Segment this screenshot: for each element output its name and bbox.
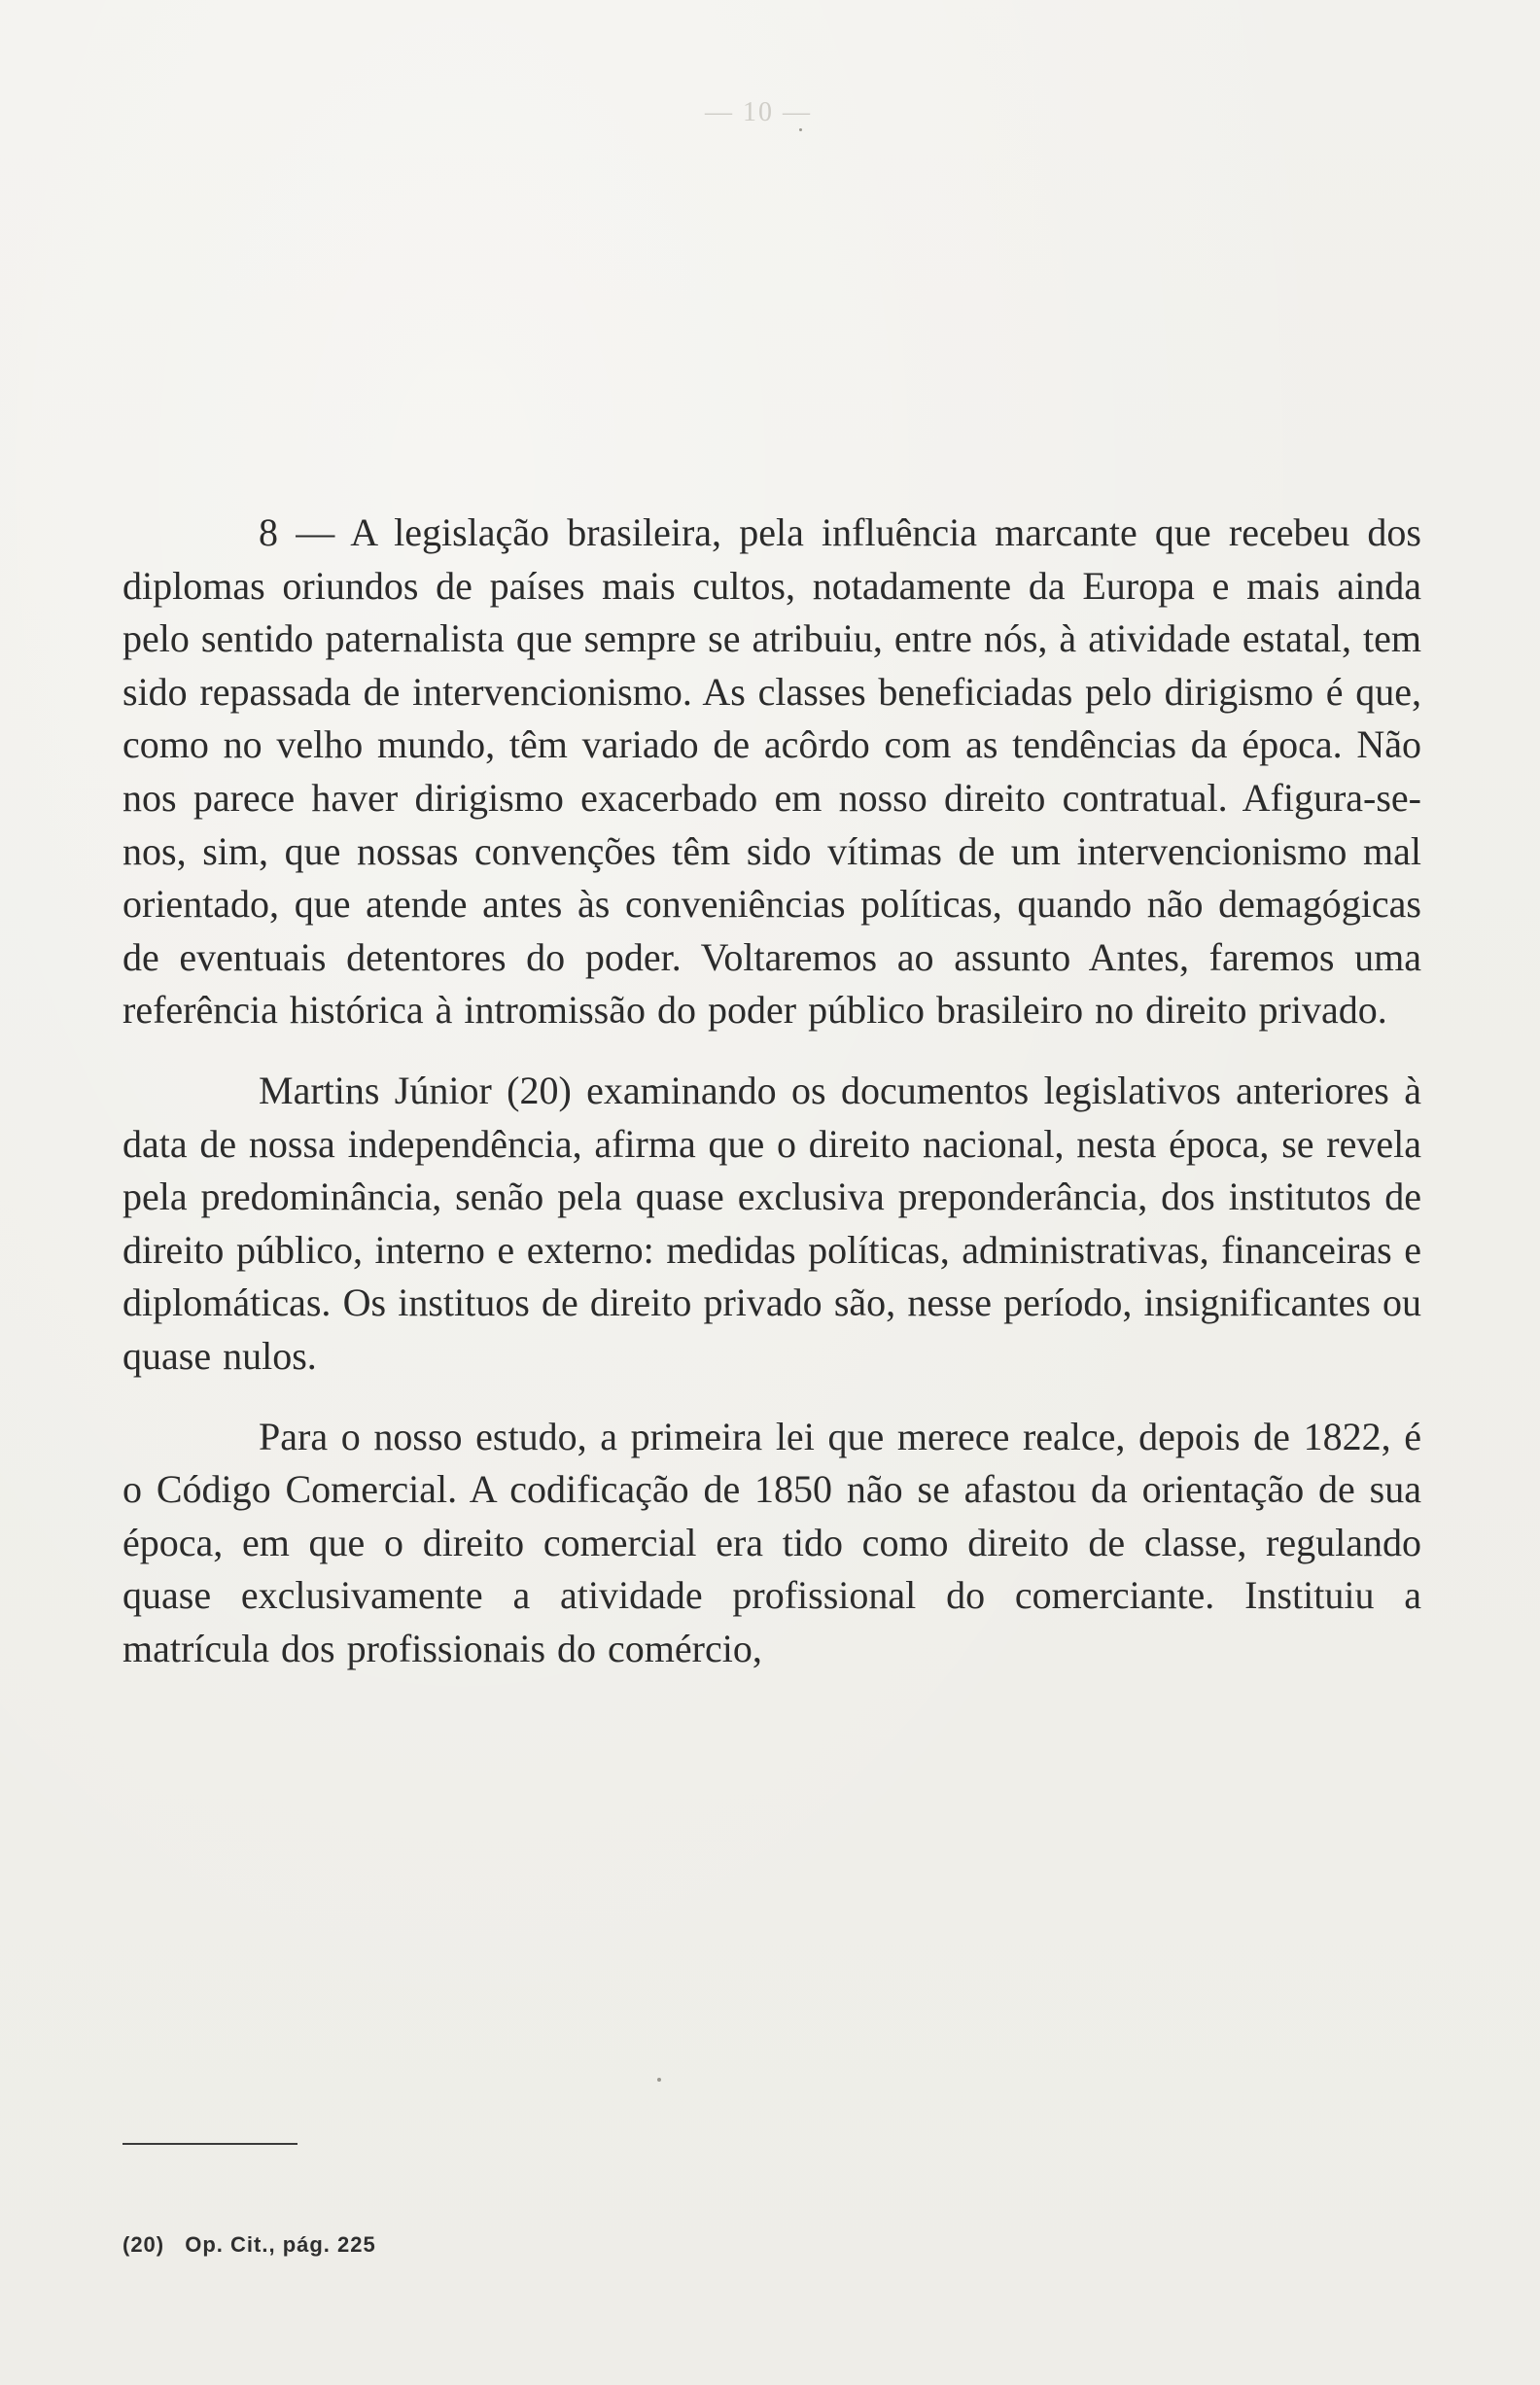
footnote-ref: (20) (122, 2232, 165, 2257)
paper-speck (799, 128, 802, 131)
body-text (122, 507, 1421, 1675)
footnote-divider (122, 2143, 298, 2145)
paper-speck (657, 2078, 661, 2082)
footnote-text: Op. Cit., pág. 225 (185, 2232, 376, 2257)
footnote (122, 2232, 376, 2258)
paragraph-legislacao: 8 — A legislação brasileira, pela influência marcante que recebeu dos diplomas oriundos de países mais cultos, notadamente da Europa e mais ainda pelo sentido paternalista que sempre se atribuiu, entre nós, à atividade estatal, tem sido repassada de intervencionismo. As classes beneficiadas pelo dirigismo é que, como no velho mundo, têm variado de acôrdo com as tendências da época. Não nos parece haver dirigismo exacerbado em nosso direito contratual. Afigura-se-nos, sim, que nossas convenções têm sido vítimas de um intervencionismo mal orientado, que atende antes às conveniências políticas, quando não demagógicas de eventuais detentores do poder. Voltaremos ao assunto Antes, faremos uma referência histórica à intromissão do poder público brasileiro no direito privado. (122, 510, 1421, 1033)
page-number: — 10 — (705, 97, 812, 127)
paragraph-codigo-comercial: Para o nosso estudo, a primeira lei que merece realce, depois de 1822, é o Código Comercial. A codificação de 1850 não se afastou da orientação de sua época, em que o direito comercial era tido como direito de classe, regulando quase exclusivamente a atividade profissional do comerciante. Instituiu a matrícula dos profissionais do comércio, (122, 1414, 1421, 1670)
paragraph-martins-junior: Martins Júnior (20) examinando os documentos legislativos anteriores à data de nossa independência, afirma que o direito nacional, nesta época, se revela pela predominância, senão pela quase exclusiva preponderância, dos institutos de direito público, interno e externo: medidas políticas, administrativas, financeiras e diplomáticas. Os instituos de direito privado são, nesse período, insignificantes ou quase nulos. (122, 1068, 1421, 1378)
